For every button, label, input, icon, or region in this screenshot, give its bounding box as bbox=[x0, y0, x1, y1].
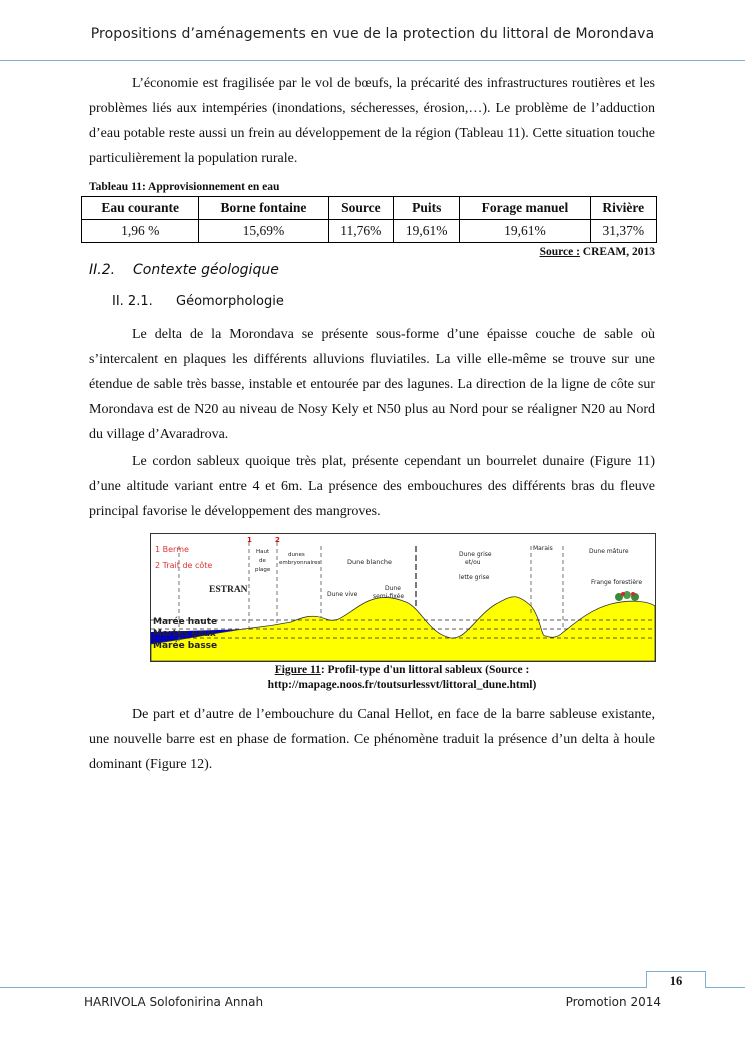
label-haut-de-plage-1: Haut bbox=[256, 549, 270, 555]
section-heading bbox=[89, 262, 279, 278]
paragraph-canal-hellot-text: De part et d’autre de l’embouchure du Canal Hellot, en face de la barre sableuse existante, une nouvelle barre est en phase de formation. Ce phénomène traduit la présence d’un delta à houle dominant (Figure 12). bbox=[89, 707, 655, 772]
figure-dune-profile bbox=[150, 533, 656, 662]
label-maree-basse: Marée basse bbox=[153, 641, 218, 651]
subsection-heading bbox=[112, 294, 284, 309]
label-dune-semi-fixee-1: Dune bbox=[385, 585, 401, 592]
label-dune-vive: Dune vive bbox=[327, 591, 358, 598]
table-source bbox=[540, 246, 655, 258]
marker-2: 2 bbox=[275, 536, 280, 544]
footer-author: HARIVOLA Solofonirina Annah bbox=[84, 995, 264, 1009]
figure-caption-url: http://mapage.noos.fr/toutsurlessvt/littoral_dune.html) bbox=[267, 679, 537, 691]
marker-1: 1 bbox=[247, 536, 252, 544]
label-dunes-embryonnaires-1: dunes bbox=[288, 552, 305, 558]
th-source: Source bbox=[328, 197, 394, 220]
paragraph-canal-hellot bbox=[89, 702, 655, 777]
label-dune-grise-2: et/ou bbox=[465, 559, 481, 566]
figure-caption-line1 bbox=[150, 663, 654, 678]
table-caption bbox=[89, 181, 279, 193]
label-marais: Marais bbox=[533, 545, 553, 552]
label-haut-de-plage-2: de bbox=[259, 558, 266, 564]
footer-promotion: Promotion 2014 bbox=[565, 995, 661, 1009]
label-dunes-embryonnaires-2: embryonnaires bbox=[279, 560, 321, 566]
td-puits: 19,61% bbox=[394, 220, 460, 243]
subsection-number: II. 2.1. bbox=[112, 294, 153, 309]
water-supply-table bbox=[81, 196, 657, 243]
label-dune-blanche: Dune blanche bbox=[347, 558, 393, 566]
legend-berme: 1 Berme bbox=[155, 545, 189, 554]
forest-icon bbox=[615, 591, 639, 601]
th-riviere: Rivière bbox=[590, 197, 656, 220]
running-header: Propositions d’aménagements en vue de la protection du littoral de Morondava bbox=[90, 26, 655, 42]
paragraph-cordon-text: Le cordon sableux quoique très plat, présente cependant un bourrelet dunaire (Figure 11) d’une altitude variant entre 4 et 6m. La présence des embouchures des différents bras du fleuve principal favorise le développement des mangroves. bbox=[89, 454, 655, 519]
paragraph-delta bbox=[89, 322, 655, 447]
paragraph-cordon bbox=[89, 449, 655, 524]
label-mortes-eaux: Mortes eaux bbox=[153, 629, 216, 639]
table-row bbox=[82, 220, 657, 243]
label-haut-de-plage-3: plage bbox=[255, 567, 271, 573]
figure-caption bbox=[150, 663, 654, 693]
label-dune-grise-3: lette grise bbox=[459, 574, 490, 581]
label-estran: ESTRAN bbox=[209, 585, 248, 595]
header-rule bbox=[0, 60, 745, 61]
label-maree-haute: Marée haute bbox=[153, 617, 218, 627]
td-riviere: 31,37% bbox=[590, 220, 656, 243]
th-forage-manuel: Forage manuel bbox=[460, 197, 590, 220]
td-eau-courante: 1,96 % bbox=[82, 220, 199, 243]
table-caption-text: : Approvisionnement en eau bbox=[141, 181, 280, 193]
label-dune-semi-fixee-2: semi-fixée bbox=[373, 593, 405, 600]
paragraph-delta-text: Le delta de la Morondava se présente sous-forme d’une épaisse couche de sable où s’intercalent en plaques les différents alluvions fluviatiles. La ville elle-même se trouve sur une étendue de sable très basse, instable et entourée par des lagunes. La direction de la ligne de côte sur Morondava est de N20 au niveau de Nosy Kely et N50 plus au Nord pour se réaligner N20 au Nord du village d’Avaradrova. bbox=[89, 327, 655, 442]
th-puits: Puits bbox=[394, 197, 460, 220]
table-header-row bbox=[82, 197, 657, 220]
paragraph-economy bbox=[89, 71, 655, 171]
label-dune-mature: Dune mâture bbox=[589, 548, 629, 555]
table-source-text: CREAM, 2013 bbox=[579, 246, 655, 258]
subsection-title: Géomorphologie bbox=[176, 294, 284, 309]
th-borne-fontaine: Borne fontaine bbox=[199, 197, 328, 220]
td-source: 11,76% bbox=[328, 220, 394, 243]
label-frange-forestiere: Frange forestière bbox=[591, 579, 643, 586]
paragraph-economy-text: L’économie est fragilisée par le vol de bœufs, la précarité des infrastructures routières et les problèmes liés aux intempéries (inondations, sécheresses, érosion,…). Le problème de l’adduction d’eau potable reste aussi un frein au développement de la région (Tableau 11). Cette situation touche particulièrement la population rurale. bbox=[89, 76, 655, 166]
section-number: II.2. bbox=[89, 262, 116, 278]
dune-profile-diagram bbox=[151, 534, 655, 661]
figure-caption-text: : Profil-type d'un littoral sableux (Source : bbox=[320, 664, 530, 676]
th-eau-courante: Eau courante bbox=[82, 197, 199, 220]
legend-trait-de-cote: 2 Trait de côte bbox=[155, 561, 213, 570]
td-borne-fontaine: 15,69% bbox=[199, 220, 328, 243]
td-forage-manuel: 19,61% bbox=[460, 220, 590, 243]
table-caption-label: Tableau 11 bbox=[89, 181, 142, 193]
figure-caption-label: Figure 11 bbox=[274, 664, 321, 676]
footer-rule bbox=[0, 987, 745, 988]
section-title: Contexte géologique bbox=[133, 262, 279, 278]
table-source-label: Source : bbox=[539, 246, 580, 258]
page-number: 16 bbox=[646, 971, 706, 988]
label-dune-grise-1: Dune grise bbox=[459, 551, 492, 558]
